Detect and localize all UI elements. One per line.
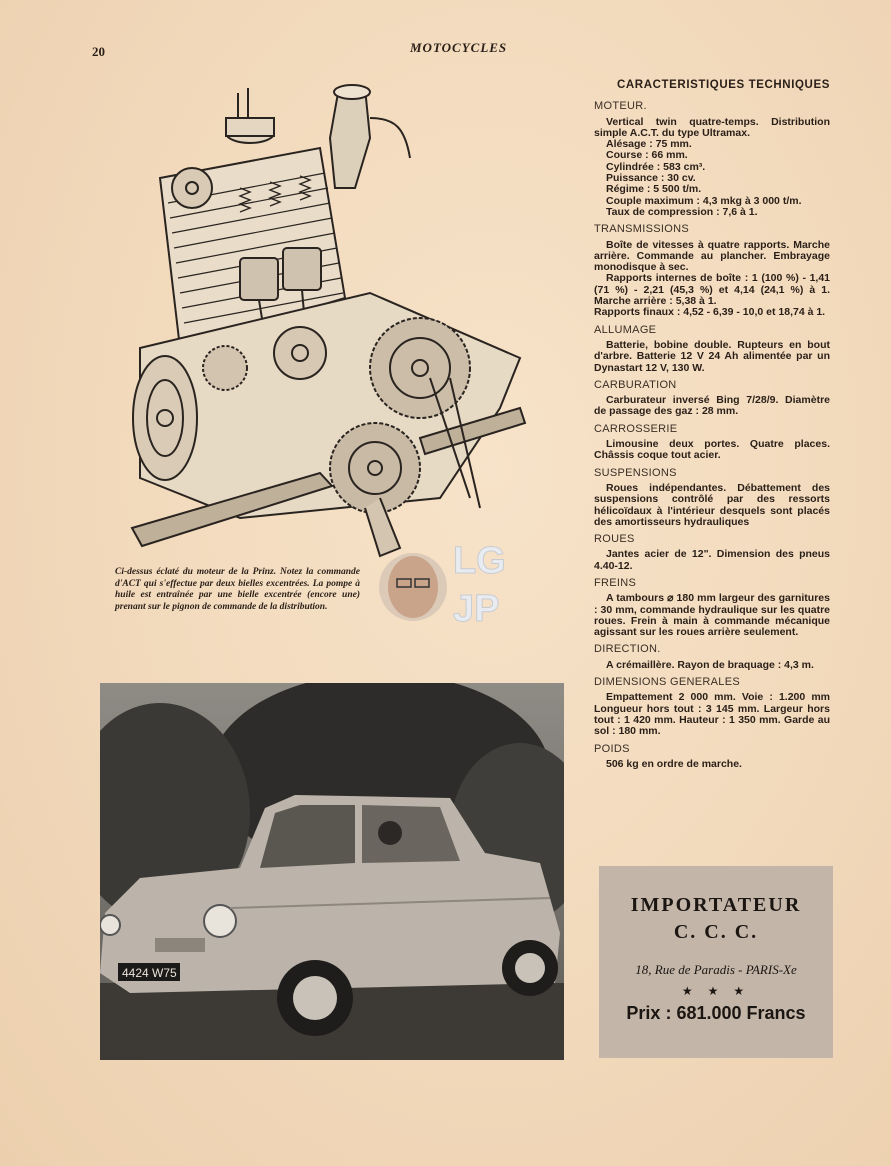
section-heading-direction: DIRECTION. xyxy=(594,643,661,656)
importer-address: 18, Rue de Paradis - PARIS-Xe xyxy=(635,962,797,977)
importer-title: IMPORTATEUR xyxy=(630,894,802,916)
section-heading-carburation: CARBURATION xyxy=(594,378,677,391)
moteur-spec-line: Alésage : 75 mm. xyxy=(606,138,692,151)
engine-caption: Ci-dessus éclaté du moteur de la Prinz. Notez la commande d'ACT qui s'effectue par deux bielles excentrées. La pompe à huile est entraînée par une bielle excentrée (encore une) prenant sur le pignon de commande de la distribution. xyxy=(115,567,360,612)
page-number: 20 xyxy=(92,44,105,59)
section-heading-poids: POIDS xyxy=(594,742,630,755)
license-plate: 4424 W75 xyxy=(122,966,177,980)
transmissions-text-3: Rapports finaux : 4,52 - 6,39 - 10,0 et 18,74 à 1. xyxy=(594,306,826,319)
importer-name: C. C. C. xyxy=(673,921,759,943)
moteur-spec-line: Puissance : 30 cv. xyxy=(606,172,696,185)
section-heading-roues: ROUES xyxy=(594,533,635,546)
price-value: 681.000 Francs xyxy=(676,1003,806,1023)
lgjp-watermark-logo xyxy=(375,535,520,635)
moteur-spec-line: Taux de compression : 7,6 à 1. xyxy=(606,205,758,218)
moteur-intro: Vertical twin quatre-temps. Distribution simple A.C.T. du type Ultramax. xyxy=(594,115,830,139)
watermark-text-top: LG xyxy=(453,540,506,582)
allumage-text: Batterie, bobine double. Rupteurs en bout d'arbre. Batterie 12 V 24 Ah alimentée par un Dynastart 12 V, 130 W. xyxy=(594,338,830,374)
carrosserie-text: Limousine deux portes. Quatre places. Châssis coque tout acier. xyxy=(594,438,830,462)
price-label: Prix : xyxy=(626,1003,672,1023)
car-photo-scene xyxy=(100,683,564,1060)
section-heading-dimensions: DIMENSIONS GENERALES xyxy=(594,676,740,689)
carburation-text: Carburateur inversé Bing 7/28/9. Diamètre de passage des gaz : 28 mm. xyxy=(594,394,830,418)
moteur-specs-list xyxy=(594,139,830,218)
technical-specifications xyxy=(594,80,830,770)
watermark-text-bottom: JP xyxy=(453,588,500,630)
moteur-spec-line: Course : 66 mm. xyxy=(606,149,688,162)
suspensions-text: Roues indépendantes. Débattement des suspensions contrôlé par des ressorts hélicoïdaux à l'intérieur desquels sont placés des amortisseurs hydrauliques xyxy=(594,481,830,528)
car-photograph xyxy=(100,683,564,1060)
freins-text: A tambours ⌀ 180 mm largeur des garnitures : 30 mm, commande hydraulique sur les quatre roues. Frein à main à commande mécanique agissant sur les roues arrière seulement. xyxy=(594,592,830,639)
section-heading-allumage: ALLUMAGE xyxy=(594,323,657,336)
transmissions-text-1: Boîte de vitesses à quatre rapports. Marche arrière. Commande au plancher. Embrayage monodisque à sec. xyxy=(594,238,830,274)
roues-text: Jantes acier de 12". Dimension des pneus 4.40-12. xyxy=(594,548,830,572)
section-heading-carrosserie: CARROSSERIE xyxy=(594,422,678,435)
section-heading-moteur: MOTEUR. xyxy=(594,100,647,113)
moteur-spec-line: Cylindrée : 583 cm³. xyxy=(606,160,706,173)
transmissions-text-2: Rapports internes de boîte : 1 (100 %) - 1,41 (71 %) - 2,21 (45,3 %) et 4,14 (24,1 %) à 1. Marche arrière : 5,38 à 1. xyxy=(594,272,830,308)
direction-text: A crémaillère. Rayon de braquage : 4,3 m. xyxy=(606,658,814,671)
section-heading-freins: FREINS xyxy=(594,576,637,589)
specs-title: CARACTERISTIQUES TECHNIQUES xyxy=(617,79,830,91)
moteur-spec-line: Couple maximum : 4,3 mkg à 3 000 t/m. xyxy=(606,194,802,207)
running-head: MOTOCYCLES xyxy=(410,40,508,55)
poids-text: 506 kg en ordre de marche. xyxy=(606,757,742,770)
importer-stars: ★ ★ ★ xyxy=(681,984,751,998)
engine-cutaway-illustration xyxy=(120,78,540,568)
section-heading-suspensions: SUSPENSIONS xyxy=(594,466,677,479)
section-heading-transmissions: TRANSMISSIONS xyxy=(594,223,689,236)
importer-price xyxy=(599,1003,833,1024)
importer-box xyxy=(599,866,833,1058)
dimensions-text: Empattement 2 000 mm. Voie : 1.200 mm Longueur hors tout : 3 145 mm. Largeur hors tout : 1 420 mm. Hauteur : 1 350 mm. Garde au sol : 180 mm. xyxy=(594,691,830,738)
moteur-spec-line: Régime : 5 500 t/m. xyxy=(606,183,702,196)
